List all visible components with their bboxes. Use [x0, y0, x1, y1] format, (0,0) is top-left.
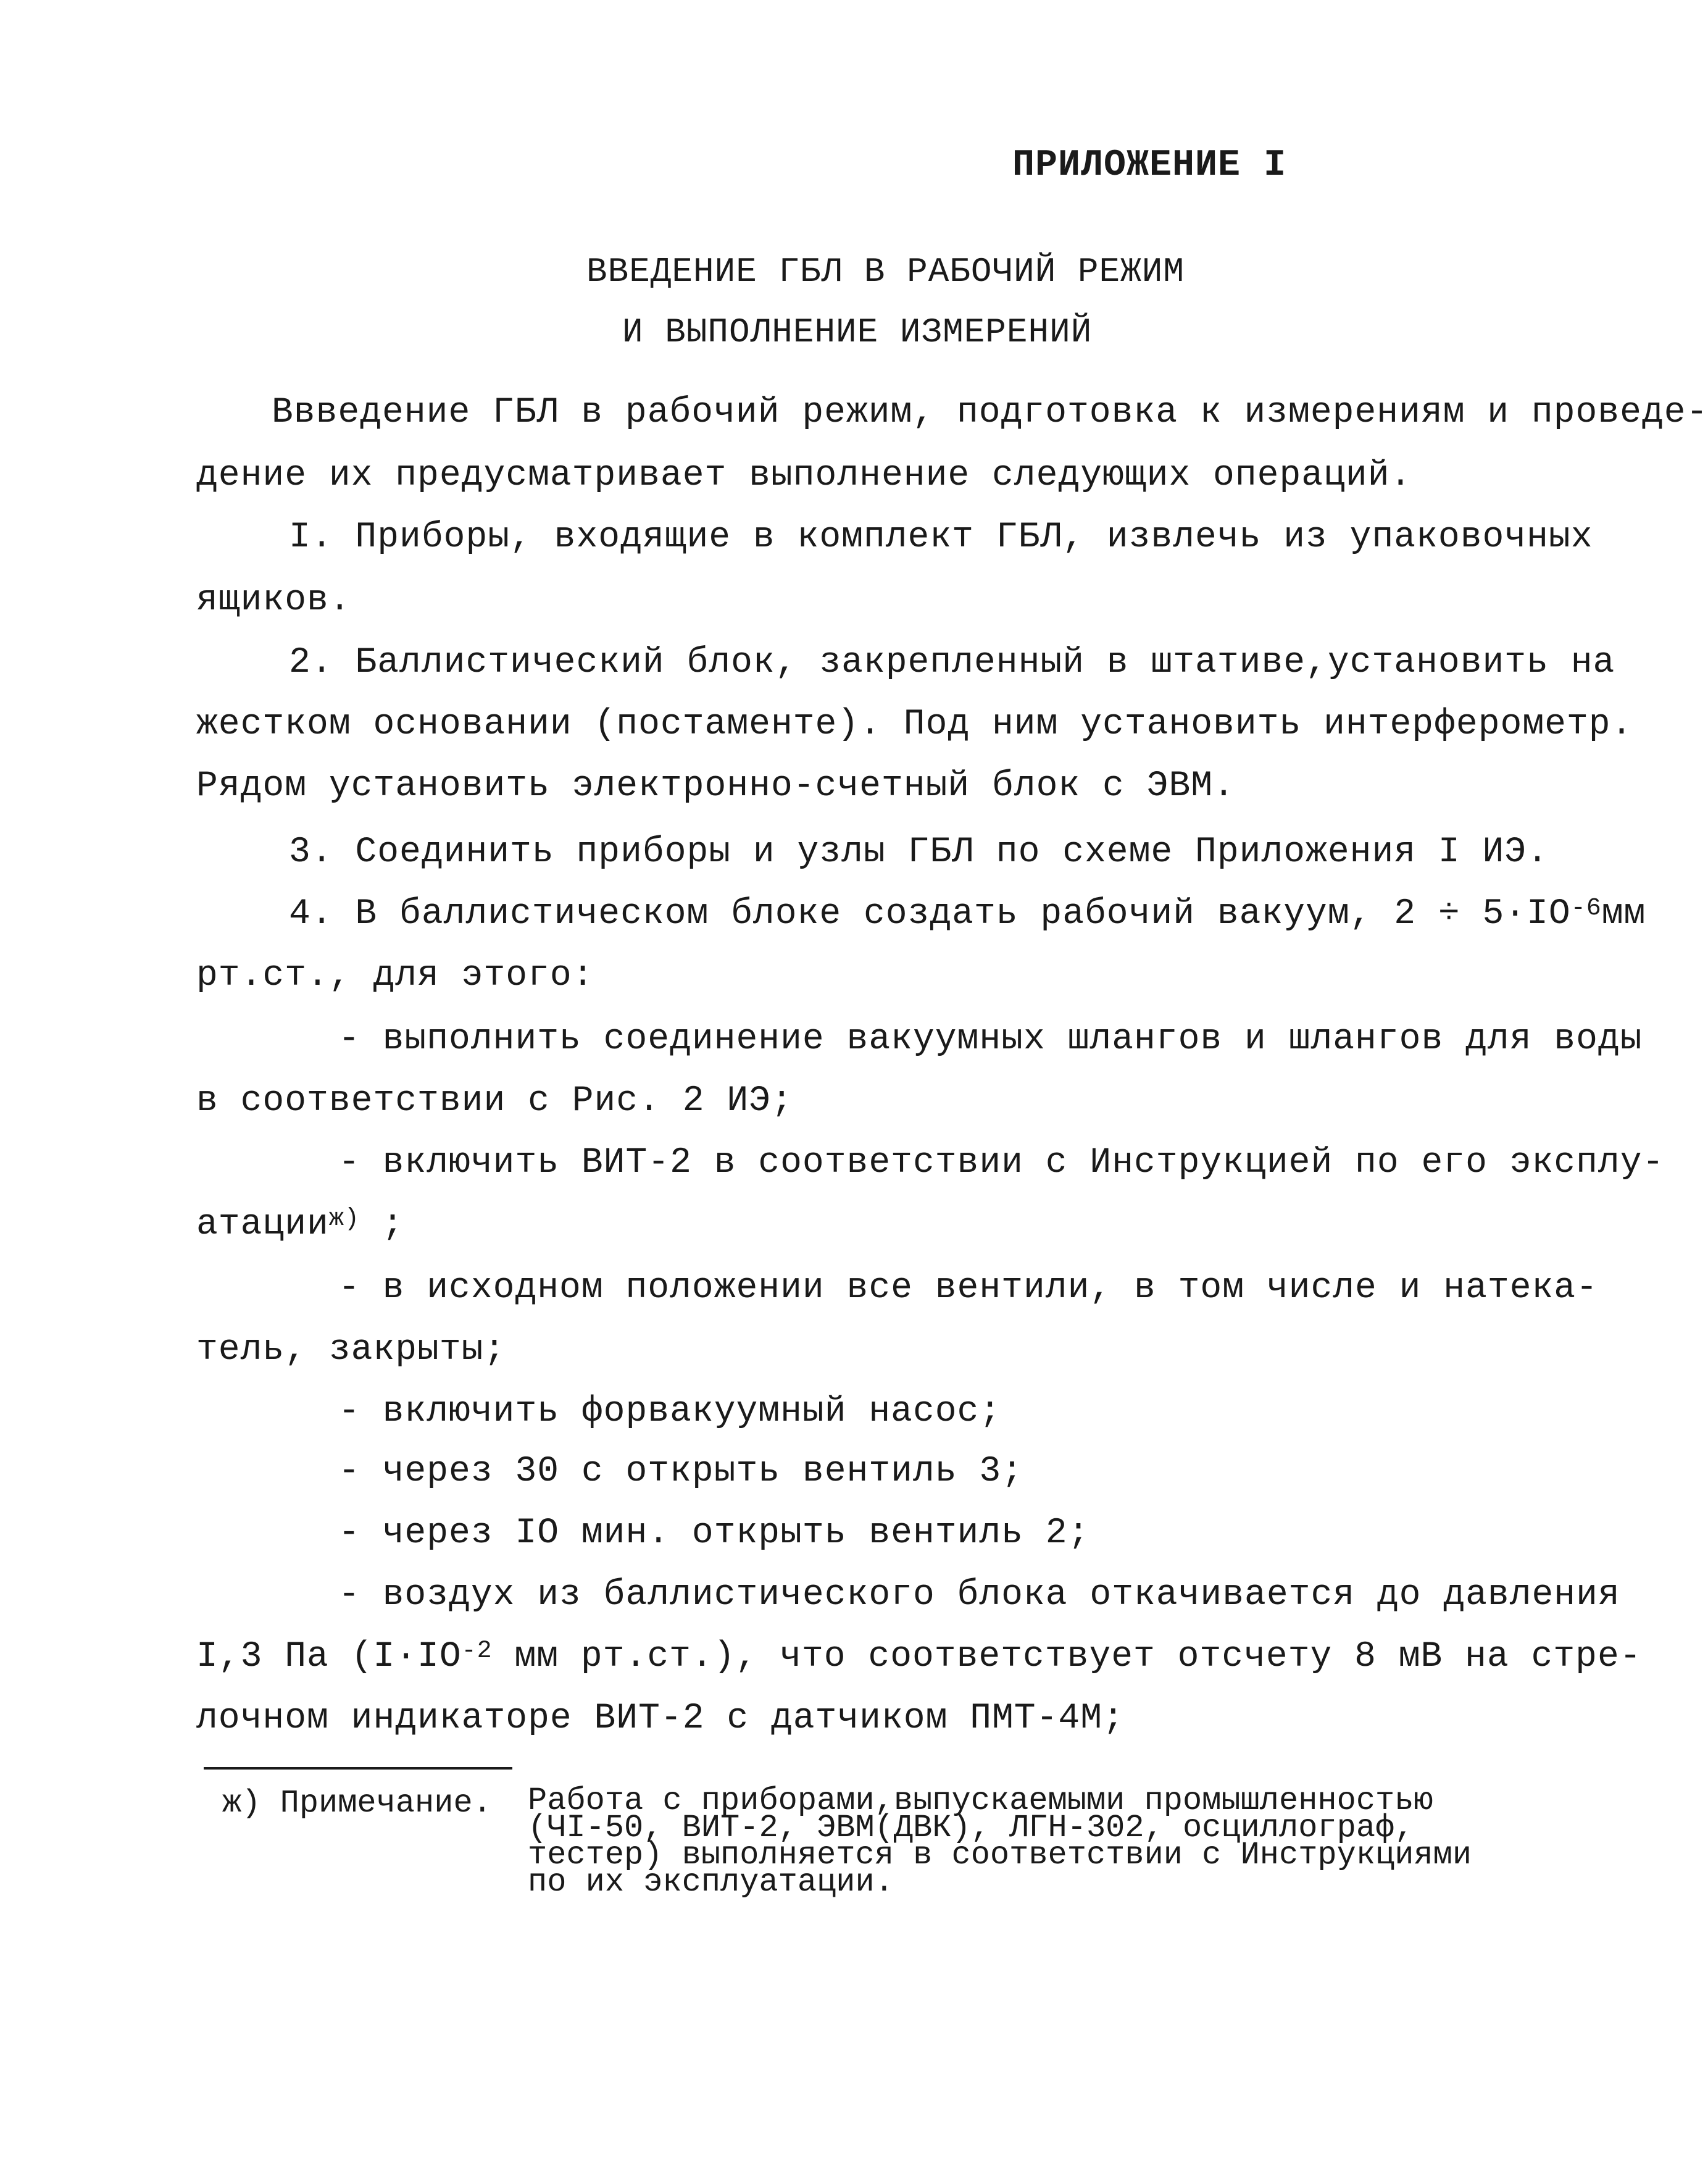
item-2-line-2: жестком основании (постаменте). Под ним установить интерферометр.	[196, 704, 1633, 745]
item-3-line-1: 3. Соединить приборы и узлы ГБЛ по схеме Приложения I ИЭ.	[289, 832, 1549, 872]
item-4-text: 4. В баллистическом блоке создать рабочий вакуум, 2 ÷ 5·IO	[289, 894, 1571, 934]
item-4-unit: мм	[1601, 894, 1646, 934]
appendix-label: ПРИЛОЖЕНИЕ I	[1012, 144, 1287, 186]
step-7-exponent: -2	[461, 1637, 493, 1665]
intro-line-2: дение их предусматривает выполнение следующих операций.	[196, 456, 1412, 496]
item-4-line-1	[289, 896, 1646, 932]
step-4: - включить форвакуумный насос;	[338, 1392, 1002, 1432]
step-3-line-2: тель, закрыты;	[196, 1330, 506, 1370]
footnote-label: ж) Примечание.	[222, 1785, 492, 1821]
step-7-text-a: I,3 Па (I·IO	[196, 1637, 462, 1677]
item-2-line-3: Рядом установить электронно-счетный блок с ЭВМ.	[196, 766, 1235, 806]
step-7-text-b: мм рт.ст.), что соответствует отсчету 8 мВ на стре-	[492, 1637, 1642, 1677]
step-6: - через IO мин. открыть вентиль 2;	[338, 1513, 1090, 1553]
step-2-line-2	[196, 1207, 404, 1243]
footnote-divider	[204, 1767, 512, 1770]
step-7-line-3: лочном индикаторе ВИТ-2 с датчиком ПМТ-4М;	[196, 1699, 1125, 1739]
item-4-exponent: -6	[1570, 895, 1602, 922]
step-3-line-1: - в исходном положении все вентили, в том числе и натека-	[338, 1268, 1598, 1308]
footnote-line-2: (ЧI-50, ВИТ-2, ЭВМ(ДВК), ЛГН-302, осциллограф,	[528, 1810, 1414, 1846]
step-7-line-1: - воздух из баллистического блока откачивается до давления	[338, 1575, 1620, 1615]
item-1-line-2: ящиков.	[196, 580, 351, 621]
footnote-marker: ж)	[328, 1205, 360, 1233]
title-line-1: ВВЕДЕНИЕ ГБЛ В РАБОЧИЙ РЕЖИМ	[586, 252, 1185, 291]
step-2-line-1: - включить ВИТ-2 в соответствии с Инструкцией по его эксплу-	[338, 1143, 1665, 1183]
step-5: - через 30 с открыть вентиль 3;	[338, 1452, 1023, 1492]
footnote-line-3: тестер) выполняется в соответствии с Инструкциями	[528, 1837, 1472, 1873]
footnote-line-4: по их эксплуатации.	[528, 1864, 894, 1900]
item-4-line-2: рт.ст., для этого:	[196, 956, 594, 996]
step-2-end: ;	[359, 1205, 404, 1245]
title-line-2: И ВЫПОЛНЕНИЕ ИЗМЕРЕНИЙ	[622, 312, 1093, 352]
footnote-line-1: Работа с приборами,выпускаемыми промышленностью	[528, 1782, 1433, 1819]
step-1-line-2: в соответствии с Рис. 2 ИЭ;	[196, 1081, 793, 1121]
intro-line-1: Ввведение ГБЛ в рабочий режим, подготовка к измерениям и проведе-	[272, 393, 1708, 433]
item-2-line-1: 2. Баллистический блок, закрепленный в штативе,установить на	[289, 643, 1615, 683]
step-2-text: атации	[196, 1205, 329, 1245]
item-1-line-1: I. Приборы, входящие в комплект ГБЛ, извлечь из упаковочных	[289, 517, 1593, 558]
step-7-line-2	[196, 1639, 1642, 1675]
step-1-line-1: - выполнить соединение вакуумных шлангов и шлангов для воды	[338, 1019, 1643, 1059]
footnote-text	[528, 1782, 1491, 1900]
